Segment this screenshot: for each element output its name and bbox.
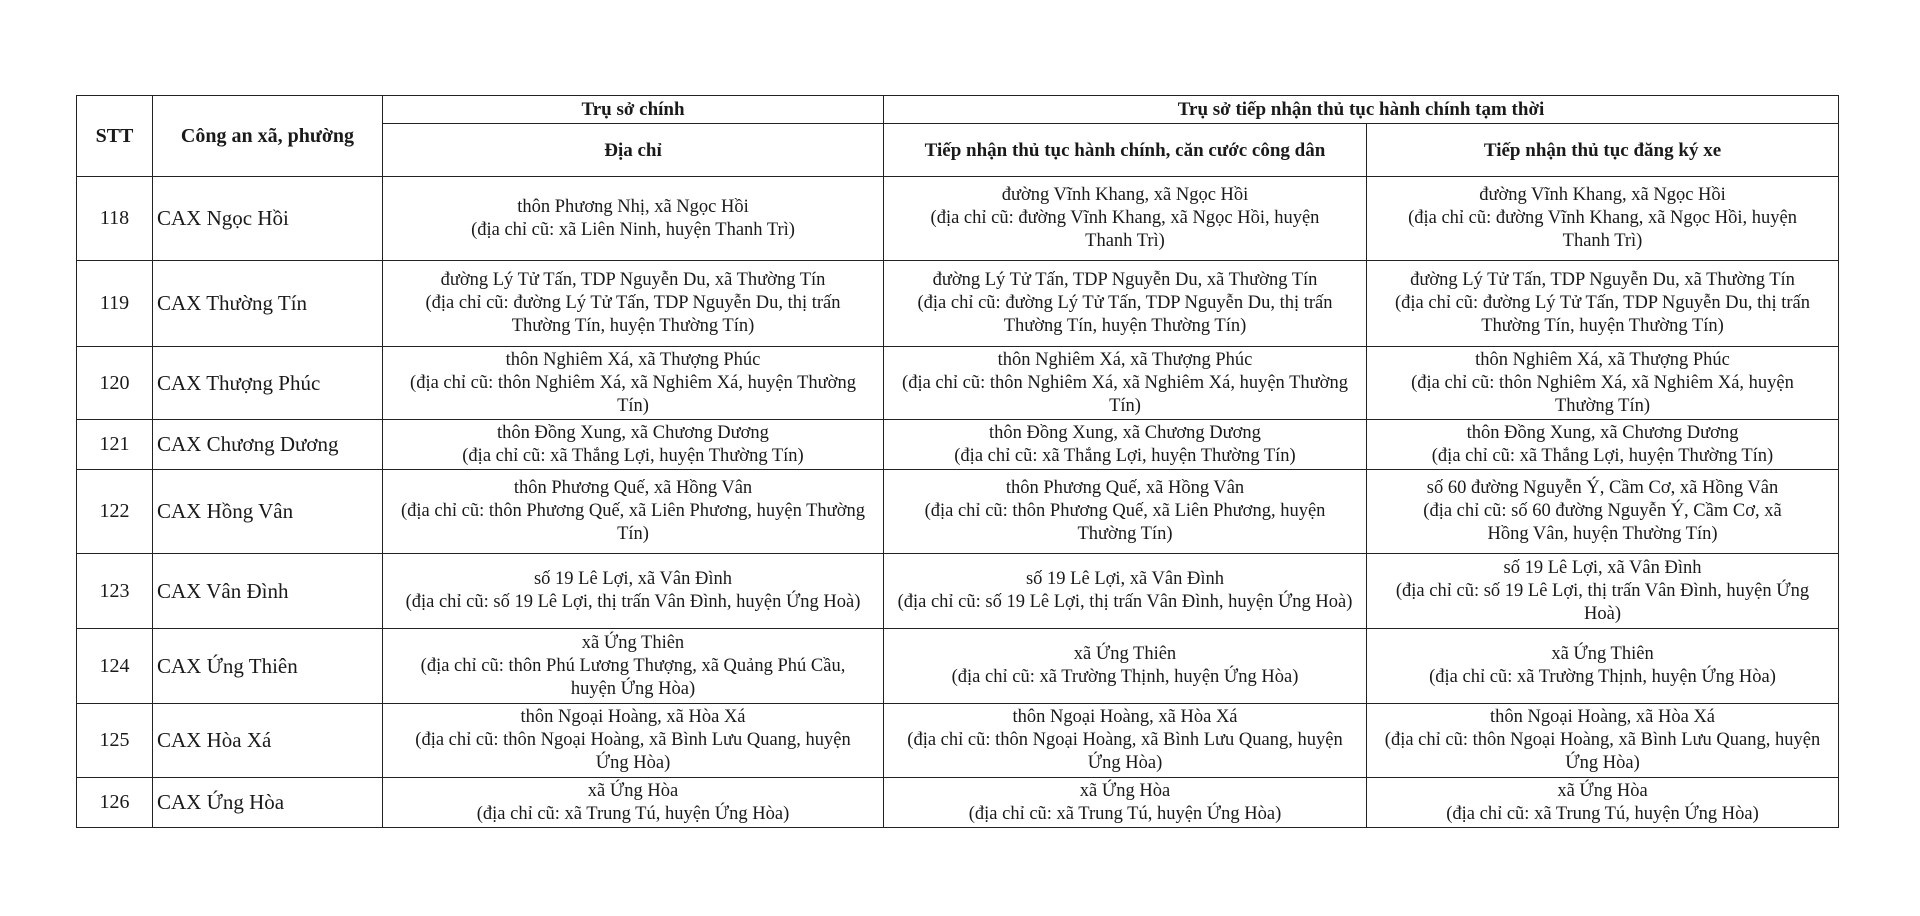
row-stt: 126 [77, 778, 153, 828]
row-citizen-id-address [884, 629, 1367, 704]
table-row [77, 470, 1839, 554]
address-line: Thanh Trì) [1562, 231, 1643, 251]
address-line: thôn Phương Quế, xã Hồng Vân [1005, 478, 1245, 498]
address-line: (địa chỉ cũ: đường Vĩnh Khang, xã Ngọc Hồi, huyện [1408, 208, 1797, 228]
address-line: Thường Tín, huyện Thường Tín) [511, 316, 755, 336]
address-line: (địa chỉ cũ: số 19 Lê Lợi, thị trấn Vân Đình, huyện Ứng [1395, 580, 1810, 601]
address-line: đường Vĩnh Khang, xã Ngọc Hồi [1479, 185, 1726, 205]
table-row [77, 177, 1839, 261]
address-line: (địa chỉ cũ: số 19 Lê Lợi, thị trấn Vân Đình, huyện Ứng Hoà) [897, 592, 1353, 612]
address-line: (địa chỉ cũ: thôn Nghiêm Xá, xã Nghiêm Xá, huyện Thường [902, 372, 1348, 393]
row-citizen-id-address [884, 420, 1367, 470]
address-line: (địa chỉ cũ: đường Lý Tử Tấn, TDP Nguyễn Du, thị trấn [917, 293, 1333, 313]
row-vehicle-address [1367, 778, 1839, 828]
row-citizen-id-address [884, 261, 1367, 347]
address-line: Ứng Hòa) [595, 753, 671, 773]
address-line: thôn Ngoại Hoàng, xã Hòa Xá [520, 707, 746, 727]
address-line: thôn Nghiêm Xá, xã Thượng Phúc [1475, 349, 1730, 370]
header-temp-office: Trụ sở tiếp nhận thủ tục hành chính tạm thời [884, 96, 1839, 124]
row-unit-name: CAX Ứng Hòa [153, 778, 383, 828]
address-line: xã Ứng Hòa [1079, 780, 1171, 801]
address-line: thôn Đồng Xung, xã Chương Dương [989, 422, 1261, 443]
address-line: huyện Ứng Hòa) [570, 678, 696, 699]
address-line: (địa chỉ cũ: thôn Phương Quế, xã Liên Phương, huyện Thường [401, 501, 865, 521]
address-line: đường Lý Tử Tấn, TDP Nguyễn Du, xã Thường Tín [1410, 270, 1795, 290]
address-line: Thường Tín) [1555, 395, 1651, 416]
address-line: (địa chỉ cũ: thôn Phương Quế, xã Liên Phương, huyện [924, 501, 1326, 521]
row-unit-name: CAX Thượng Phúc [153, 347, 383, 420]
row-vehicle-address [1367, 470, 1839, 554]
row-unit-name: CAX Ngọc Hồi [153, 177, 383, 261]
address-line: xã Ứng Thiên [581, 632, 685, 653]
row-main-address [383, 554, 884, 629]
row-unit-name: CAX Ứng Thiên [153, 629, 383, 704]
row-vehicle-address [1367, 177, 1839, 261]
row-unit-name: CAX Hòa Xá [153, 704, 383, 778]
address-line: Thường Tín, huyện Thường Tín) [1481, 316, 1724, 336]
row-vehicle-address [1367, 261, 1839, 347]
row-unit-name: CAX Vân Đình [153, 554, 383, 629]
table-row [77, 554, 1839, 629]
address-line: (địa chỉ cũ: thôn Ngoại Hoàng, xã Bình Lưu Quang, huyện [907, 730, 1343, 750]
address-line: thôn Nghiêm Xá, xã Thượng Phúc [997, 349, 1253, 370]
header-main-office: Trụ sở chính [383, 96, 884, 124]
address-line: số 19 Lê Lợi, xã Vân Đình [533, 569, 732, 589]
row-stt: 122 [77, 470, 153, 554]
row-stt: 121 [77, 420, 153, 470]
address-line: (địa chỉ cũ: xã Liên Ninh, huyện Thanh Trì) [471, 219, 795, 240]
row-main-address [383, 177, 884, 261]
address-line: Hoà) [1584, 603, 1621, 624]
address-line: xã Ứng Hòa [587, 780, 679, 801]
address-line: (địa chỉ cũ: đường Lý Tử Tấn, TDP Nguyễn Du, thị trấn [425, 293, 841, 313]
row-main-address [383, 629, 884, 704]
address-line: Tín) [1109, 395, 1141, 416]
address-line: (địa chỉ cũ: số 60 đường Nguyễn Ý, Cầm Cơ, xã [1423, 501, 1782, 521]
address-line: thôn Ngoại Hoàng, xã Hòa Xá [1489, 707, 1716, 727]
row-citizen-id-address [884, 554, 1367, 629]
address-line: Ứng Hòa) [1087, 753, 1163, 773]
address-line: Thường Tín, huyện Thường Tín) [1003, 316, 1247, 336]
table-row [77, 347, 1839, 420]
row-unit-name: CAX Thường Tín [153, 261, 383, 347]
row-stt: 124 [77, 629, 153, 704]
address-line: (địa chỉ cũ: xã Trung Tú, huyện Ứng Hòa) [476, 803, 790, 824]
address-line: xã Ứng Thiên [1551, 644, 1654, 664]
document-sheet [76, 95, 1838, 828]
row-citizen-id-address [884, 347, 1367, 420]
row-stt: 125 [77, 704, 153, 778]
header-citizen-id: Tiếp nhận thủ tục hành chính, căn cước công dân [884, 124, 1367, 177]
address-line: (địa chỉ cũ: xã Trường Thịnh, huyện Ứng Hòa) [1429, 667, 1776, 687]
address-line: (địa chỉ cũ: thôn Ngoại Hoàng, xã Bình Lưu Quang, huyện [415, 730, 851, 750]
row-main-address [383, 704, 884, 778]
row-stt: 119 [77, 261, 153, 347]
row-stt: 120 [77, 347, 153, 420]
table-row [77, 778, 1839, 828]
row-unit-name: CAX Chương Dương [153, 420, 383, 470]
address-line: (địa chỉ cũ: thôn Nghiêm Xá, xã Nghiêm Xá, huyện [1411, 372, 1794, 393]
row-vehicle-address [1367, 704, 1839, 778]
address-line: thôn Phương Nhị, xã Ngọc Hồi [517, 196, 749, 217]
address-line: Tín) [617, 395, 649, 416]
address-line: (địa chỉ cũ: xã Thắng Lợi, huyện Thường Tín) [954, 445, 1296, 466]
row-citizen-id-address [884, 704, 1367, 778]
table-row [77, 629, 1839, 704]
table-row [77, 704, 1839, 778]
row-main-address [383, 347, 884, 420]
address-line: đường Vĩnh Khang, xã Ngọc Hồi [1001, 185, 1249, 205]
table-body [77, 177, 1839, 828]
row-stt: 118 [77, 177, 153, 261]
address-line: thôn Ngoại Hoàng, xã Hòa Xá [1012, 707, 1238, 727]
header-vehicle: Tiếp nhận thủ tục đăng ký xe [1367, 124, 1839, 177]
row-vehicle-address [1367, 629, 1839, 704]
row-main-address [383, 470, 884, 554]
address-line: (địa chỉ cũ: đường Vĩnh Khang, xã Ngọc Hồi, huyện [930, 208, 1320, 228]
header-address: Địa chỉ [383, 124, 884, 177]
table-row [77, 420, 1839, 470]
row-citizen-id-address [884, 177, 1367, 261]
address-line: thôn Đồng Xung, xã Chương Dương [1466, 422, 1739, 443]
row-citizen-id-address [884, 778, 1367, 828]
address-line: đường Lý Tử Tấn, TDP Nguyễn Du, xã Thường Tín [932, 270, 1318, 290]
address-line: (địa chỉ cũ: xã Thắng Lợi, huyện Thường Tín) [1431, 445, 1774, 466]
address-line: thôn Phương Quế, xã Hồng Vân [513, 478, 753, 498]
address-line: (địa chỉ cũ: xã Trung Tú, huyện Ứng Hòa) [1446, 803, 1759, 824]
row-stt: 123 [77, 554, 153, 629]
row-vehicle-address [1367, 420, 1839, 470]
address-line: (địa chỉ cũ: xã Trường Thịnh, huyện Ứng Hòa) [951, 667, 1299, 687]
address-line: (địa chỉ cũ: thôn Ngoại Hoàng, xã Bình Lưu Quang, huyện [1384, 730, 1821, 750]
address-line: thôn Đồng Xung, xã Chương Dương [497, 422, 769, 443]
row-main-address [383, 420, 884, 470]
address-line: (địa chỉ cũ: số 19 Lê Lợi, thị trấn Vân Đình, huyện Ứng Hoà) [405, 592, 861, 612]
address-line: xã Ứng Thiên [1073, 644, 1177, 664]
address-line: xã Ứng Hòa [1557, 780, 1648, 801]
address-line: thôn Nghiêm Xá, xã Thượng Phúc [505, 349, 761, 370]
police-office-table [76, 95, 1839, 828]
address-line: Ứng Hòa) [1565, 753, 1640, 773]
address-line: (địa chỉ cũ: đường Lý Tử Tấn, TDP Nguyễn Du, thị trấn [1394, 293, 1811, 313]
address-line: số 19 Lê Lợi, xã Vân Đình [1025, 569, 1224, 589]
address-line: Thanh Trì) [1085, 231, 1165, 251]
row-main-address [383, 261, 884, 347]
address-line: đường Lý Tử Tấn, TDP Nguyễn Du, xã Thường Tín [440, 270, 826, 290]
address-line: Hồng Vân, huyện Thường Tín) [1487, 524, 1718, 544]
address-line: (địa chỉ cũ: xã Thắng Lợi, huyện Thường Tín) [462, 445, 804, 466]
address-line: Tín) [617, 524, 649, 544]
address-line: (địa chỉ cũ: thôn Nghiêm Xá, xã Nghiêm Xá, huyện Thường [410, 372, 856, 393]
row-main-address [383, 778, 884, 828]
table-row [77, 261, 1839, 347]
address-line: số 60 đường Nguyễn Ý, Cầm Cơ, xã Hồng Vân [1426, 478, 1779, 498]
address-line: (địa chỉ cũ: xã Trung Tú, huyện Ứng Hòa) [968, 803, 1282, 824]
address-line: (địa chỉ cũ: thôn Phú Lương Thượng, xã Quảng Phú Cầu, [420, 655, 846, 676]
header-unit: Công an xã, phường [153, 96, 383, 177]
header-stt: STT [77, 96, 153, 177]
row-citizen-id-address [884, 470, 1367, 554]
address-line: Thường Tín) [1077, 524, 1173, 544]
address-line: số 19 Lê Lợi, xã Vân Đình [1503, 557, 1702, 578]
row-vehicle-address [1367, 347, 1839, 420]
row-unit-name: CAX Hồng Vân [153, 470, 383, 554]
row-vehicle-address [1367, 554, 1839, 629]
